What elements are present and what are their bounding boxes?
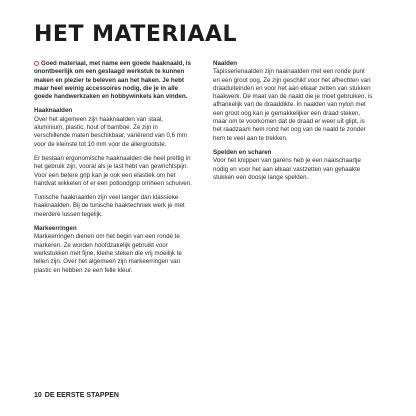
paragraph-haaknaalden: Over het algemeen zijn haaknaalden van staal, aluminium, plastic, hout of bamboe. Ze zijn in verschillende maten beschikbaar, variërend van 0,6 mm voor de kleinste tot 10 mm voor de allergrootste.: [34, 115, 188, 148]
left-column: [34, 60, 192, 281]
paragraph-spelden: Voor het knippen van garens heb je een naaischaartje nodig en voor het aan elkaar vastzetten van gehaakte stukken een doosje lange spelden.: [213, 157, 361, 181]
intro-text: Goed materiaal, met name een goede haaknaald, is onontbeerlijk om een geslaagd werkstuk te kunnen maken en plezier te beleven aan het haken. Je hebt maar heel weinig accessoires nodig, die je in alle goede handwerkzaken en hobbywinkels kan vinden.: [34, 60, 191, 101]
paragraph-markeerringen: Markeerringen dienen om het begin van een ronde te markeren. Ze worden hoofdzakelijk gebruikt voor werkstukken met fijne, kleine steken die vrij moeilijk te tellen zijn. Over het algemeen zijn markeerringen van plastic en hebben ze een felle kleur.: [34, 233, 182, 274]
heading-haaknaalden: Haaknaalden: [34, 107, 73, 115]
page-footer: [34, 392, 119, 399]
paragraph-ergonomisch: Er bestaan ergonomische haaknaalden die heel prettig in het gebruik zijn, vooral als je last hebt van gewrichtspijn. Voor een betere grip kan je ook een elastiek om het handvat wikkelen of er een potloodgrip omheen schuiven.: [34, 154, 192, 187]
heading-markeerringen: Markeerringen: [34, 225, 77, 233]
paragraph-tunisch: Tunische haaknaalden zijn veel langer dan klassieke haaknaalden. Bij de tunische haaktechniek werk je met meerdere lussen tegelijk.: [34, 194, 185, 218]
intro-paragraph: [34, 60, 192, 101]
page-number: 10: [34, 392, 42, 399]
heading-naalden: Naalden: [213, 60, 238, 67]
heading-spelden-en-scharen: Spelden en scharen: [213, 148, 272, 156]
bullet-icon: [34, 61, 39, 66]
paragraph-naalden: Tapisserienaalden zijn naainaalden met een ronde punt en een groot oog. Ze zijn geschikt voor het afhechten van draaduiteinden en voor het aan elkaar zetten van stukken haakwerk. De maat van de naald die je moet gebruiken, is afhankelijk van de draaddikte. In naalden van nylon met een groot oog kan je gemakkelijker een draad steken, maar om te voorkomen dat de draad er weer uit glipt, is het raadzaam hem rond het oog van de naald te zonder hem te veel aan te trekken.: [213, 68, 373, 142]
section-name: DE EERSTE STAPPEN: [44, 392, 119, 399]
right-column: [213, 60, 373, 188]
page-title: HET MATERIAAL: [34, 22, 238, 47]
